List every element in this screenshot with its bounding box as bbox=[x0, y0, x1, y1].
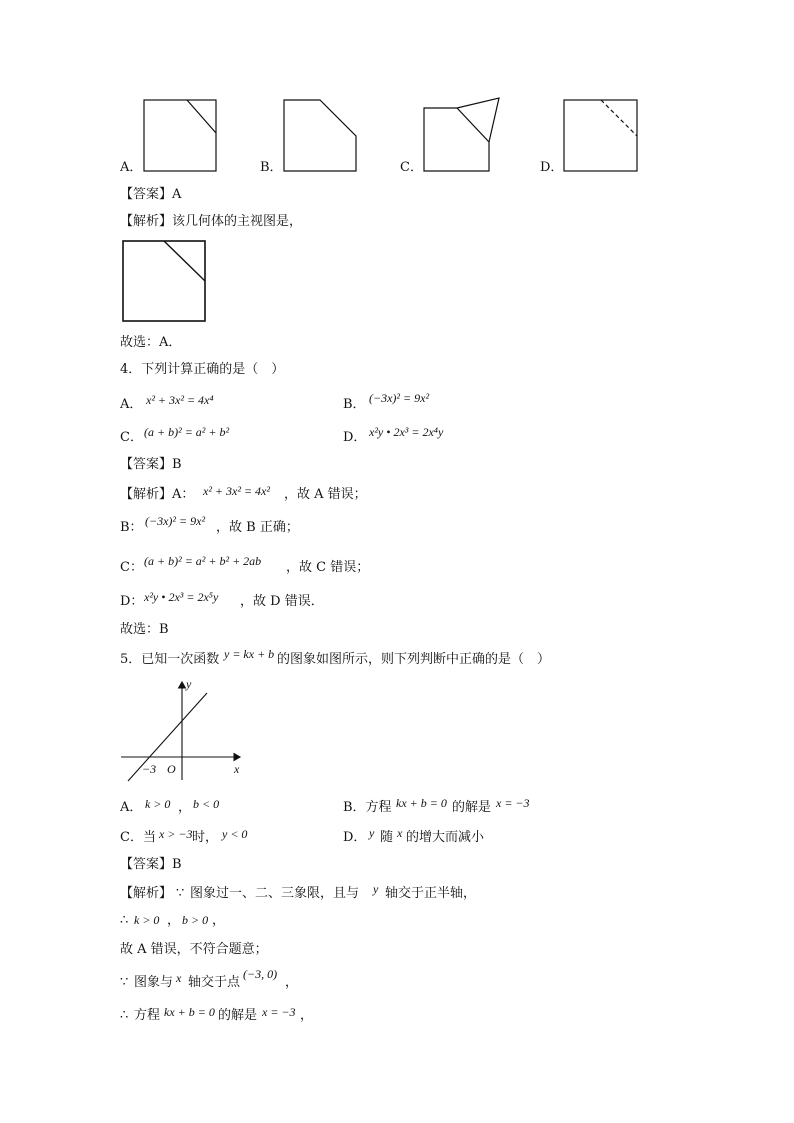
q4-analysis-b-math: (−3x)² = 9x² bbox=[145, 514, 206, 528]
q3-analysis: 【解析】该几何体的主视图是， bbox=[120, 214, 303, 229]
q4-analysis-a-prefix: 【解析】A： bbox=[120, 487, 195, 502]
q5-analysis-l4-point: (−3, 0) bbox=[243, 967, 278, 981]
q4-opt-d-label: D． bbox=[343, 430, 367, 445]
option-a-figure bbox=[143, 99, 223, 179]
q5-analysis-l1-text: 图象过一、二、三象限，且与 bbox=[190, 886, 360, 901]
q5-opt-c-label: C．当 bbox=[120, 830, 156, 845]
q5-analysis-l1-symbol: ∵ bbox=[176, 886, 185, 901]
q4-opt-c-label: C． bbox=[120, 430, 143, 445]
q5-opt-c-math2: y < 0 bbox=[222, 827, 248, 841]
q4-analysis-a-math: x² + 3x² = 4x² bbox=[203, 484, 270, 498]
q4-analysis-c-prefix: C： bbox=[120, 560, 143, 575]
q4-opt-a-label: A． bbox=[120, 397, 143, 412]
q4-opt-c-math: (a + b)² = a² + b² bbox=[144, 425, 230, 439]
q5-opt-a-math2: b < 0 bbox=[193, 797, 220, 811]
q4-answer: 【答案】B bbox=[120, 457, 182, 472]
q5-opt-d-suffix: 的增大而减小 bbox=[406, 830, 485, 845]
q5-analysis-l4-math: x bbox=[176, 971, 182, 985]
q4-analysis-b-prefix: B： bbox=[120, 520, 143, 535]
q5-answer: 【答案】B bbox=[120, 857, 182, 872]
option-a-label: A． bbox=[120, 160, 143, 175]
q5-opt-b-math1: kx + b = 0 bbox=[396, 796, 447, 810]
q4-opt-d-math: x²y • 2x³ = 2x⁴y bbox=[369, 425, 444, 439]
q5-opt-b-mid: 的解是 bbox=[452, 800, 492, 815]
q5-opt-d-mid: 随 bbox=[380, 830, 394, 845]
graph-origin-label: O bbox=[167, 762, 176, 776]
q5-analysis-l3: 故 A 错误，不符合题意； bbox=[120, 942, 268, 957]
q5-opt-a-sep: ， bbox=[178, 800, 192, 815]
option-c-label: C． bbox=[400, 160, 423, 175]
q4-analysis-a-suffix: ，故 A 错误； bbox=[284, 487, 367, 502]
q5-stem-math: y = kx + b bbox=[224, 647, 275, 661]
q4-conclusion: 故选：B bbox=[120, 622, 169, 637]
q4-analysis-b-suffix: ，故 B 正确； bbox=[216, 520, 299, 535]
q4-stem: 4．下列计算正确的是（ ） bbox=[120, 362, 285, 377]
q5-analysis-l4-suffix: ， bbox=[285, 975, 299, 990]
option-b-label: B． bbox=[260, 160, 283, 175]
q5-analysis-l2-sep: ， bbox=[167, 913, 181, 928]
q5-analysis-l2-symbol: ∴ bbox=[120, 913, 129, 928]
q3-conclusion: 故选：A． bbox=[120, 335, 182, 350]
q5-opt-c-mid: 时， bbox=[192, 830, 219, 845]
q5-analysis-l4-mid: 轴交于点 bbox=[188, 975, 241, 990]
q5-opt-d-math1: y bbox=[369, 826, 375, 840]
q5-analysis-l5-suffix: ， bbox=[300, 1008, 314, 1023]
q5-analysis-l1-prefix: 【解析】 bbox=[120, 886, 173, 901]
q5-opt-a-label: A． bbox=[120, 800, 143, 815]
option-d-label: D． bbox=[540, 160, 564, 175]
graph-y-label: y bbox=[186, 677, 192, 691]
graph-intercept-label: −3 bbox=[142, 762, 157, 776]
q5-analysis-l5-symbol: ∴ bbox=[120, 1008, 129, 1023]
q5-opt-c-math1: x > −3 bbox=[159, 827, 193, 841]
q4-analysis-c-suffix: ，故 C 错误； bbox=[286, 560, 370, 575]
front-view-figure bbox=[122, 240, 212, 325]
q4-analysis-d-math: x²y • 2x³ = 2x⁵y bbox=[144, 590, 219, 604]
q5-stem-suffix: 的图象如图所示，则下列判断中正确的是（ ） bbox=[277, 652, 551, 667]
q4-analysis-c-math: (a + b)² = a² + b² + 2ab bbox=[144, 554, 262, 568]
q5-opt-d-math2: x bbox=[397, 826, 403, 840]
q5-analysis-l4-symbol: ∵ bbox=[120, 975, 129, 990]
q4-opt-b-label: B． bbox=[343, 397, 366, 412]
q5-analysis-l5-math2: x = −3 bbox=[262, 1005, 296, 1019]
q5-analysis-l2-math1: k > 0 bbox=[134, 913, 160, 927]
q5-stem-prefix: 5．已知一次函数 bbox=[120, 652, 220, 667]
q5-analysis-l2-suffix: ， bbox=[212, 913, 226, 928]
q4-analysis-d-prefix: D： bbox=[120, 594, 144, 609]
q4-opt-b-math: (−3x)² = 9x² bbox=[369, 391, 430, 405]
q5-opt-b-math2: x = −3 bbox=[496, 796, 530, 810]
q3-answer: 【答案】A bbox=[120, 187, 182, 202]
q5-opt-a-math1: k > 0 bbox=[145, 797, 171, 811]
graph-x-label: x bbox=[234, 762, 240, 776]
q5-opt-b-label: B．方程 bbox=[343, 800, 392, 815]
q5-analysis-l1-suffix: 轴交于正半轴， bbox=[385, 886, 477, 901]
q4-analysis-d-suffix: ，故 D 错误． bbox=[240, 594, 324, 609]
q5-analysis-l5-mid: 的解是 bbox=[218, 1008, 258, 1023]
option-d-figure bbox=[563, 99, 643, 179]
q4-opt-a-math: x² + 3x² = 4x⁴ bbox=[146, 393, 214, 407]
q5-analysis-l4-text: 图象与 bbox=[134, 975, 174, 990]
q5-analysis-l1-math: y bbox=[373, 882, 379, 896]
q5-opt-d-label: D． bbox=[343, 830, 367, 845]
q5-analysis-l5-text: 方程 bbox=[134, 1008, 161, 1023]
q5-analysis-l5-math1: kx + b = 0 bbox=[164, 1005, 215, 1019]
option-c-figure bbox=[423, 97, 513, 177]
q5-analysis-l2-math2: b > 0 bbox=[182, 913, 209, 927]
option-b-figure bbox=[283, 99, 363, 179]
